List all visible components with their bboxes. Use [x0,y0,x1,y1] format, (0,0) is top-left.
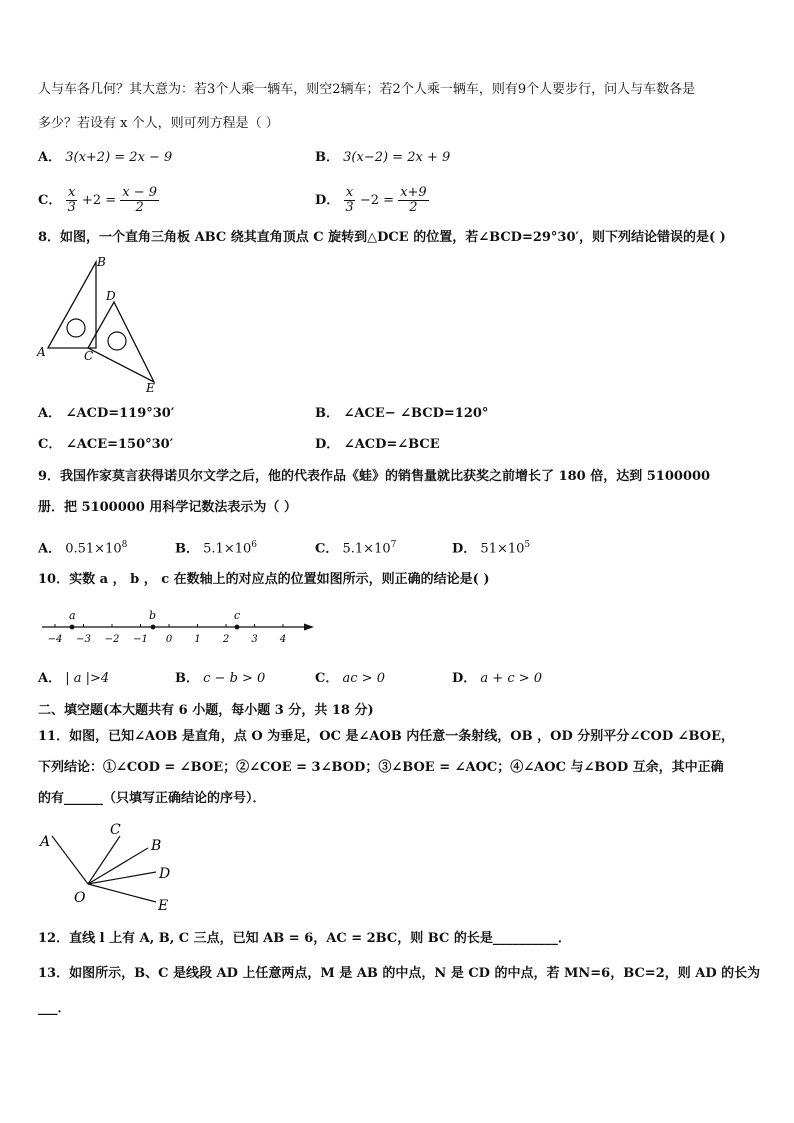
tick-label: −1 [133,634,148,645]
label-d: D [106,289,116,303]
triangle-abc [48,262,96,348]
q10-number-line [38,605,318,647]
fraction: $\frac{x}{3}$ [345,185,354,215]
q10-option-b: B． c − b > 0 [175,671,266,686]
q11-line2: 下列结论：①∠COD = ∠BOE；②∠COE = 3∠BOD；③∠BOE = ∠AOC；④∠AOC 与∠BOD 互余，其中正确 [38,760,724,775]
q9-option-a: A． $0.51\times 10^8$ [38,540,128,557]
q7-option-b [315,148,450,168]
triangle-hole-icon [108,332,126,350]
option-mid: −2 = [359,193,395,208]
q8-option-d: D． ∠ACD=∠BCE [315,437,440,452]
q7-option-d [315,186,429,215]
q7-line1: 人与车各几何？其大意为：若3个人乘一辆车，则空2辆车；若2个人乘一辆车，则有9个人要步行，问人与车数各是 [38,82,696,97]
label-o: O [74,890,86,906]
tick-label: 4 [279,634,287,645]
option-label: D． [315,193,340,208]
label-e: E [146,381,155,395]
q9-line2: 册．把 5100000 用科学记数法表示为（ ） [38,500,297,515]
q10-option-c: C． ac > 0 [315,671,385,686]
ray-oc [88,836,120,884]
q13-line1: 13．如图所示，B、C 是线段 AD 上任意两点，M 是 AB 的中点，N 是 CD 的中点，若 MN=6，BC=2，则 AD 的长为 [38,966,761,981]
q11-line1: 11．如图，已知∠AOB 是直角，点 O 为垂足，OC 是∠AOB 内任意一条射线，OB ，OD 分别平分∠COD ∠BOE， [38,729,734,744]
q11-ray-figure [36,818,186,914]
option-label: B． [315,150,339,165]
point-a-label: a [69,609,76,622]
q9-option-c: C． $5.1\times 10^7$ [315,540,397,557]
tick-label: 0 [165,634,173,645]
tick-label: −2 [104,634,120,645]
q7-option-a [38,148,172,168]
q12-line: 12．直线 l 上有 A, B, C 三点，已知 AB = 6，AC = 2BC，则 BC 的长是__________． [38,931,571,946]
tick-label: 1 [194,634,201,645]
q10-option-d: D． a + c > 0 [452,671,543,686]
fraction: $\frac{x - 9}{2}$ [122,185,158,215]
label-e: E [158,898,169,914]
axis-arrow-icon [304,624,314,631]
option-text: 3(x−2) = 2x + 9 [343,150,451,165]
label-c: C [110,822,121,838]
point-c-label: c [234,609,241,622]
q9-option-d: D． $51\times 10^5$ [452,540,531,557]
label-c: C [84,349,94,363]
point-c [235,625,240,630]
q8-option-a: A． ∠ACD=119°30′ [38,406,175,421]
tick-label: 2 [222,634,230,645]
option-label: C． [38,193,62,208]
option-label: A． [38,150,62,165]
point-b [151,625,156,630]
triangle-dce [88,302,154,382]
label-a: A [40,834,51,850]
label-a: A [37,345,46,359]
option-mid: +2 = [81,193,117,208]
ray-oa [52,836,88,884]
q13-line2: ___． [38,1001,71,1016]
q8-stem: 8．如图，一个直角三角板 ABC 绕其直角顶点 C 旋转到△DCE 的位置，若∠BCD=29°30′，则下列结论错误的是( ) [38,230,726,245]
point-b-label: b [149,609,157,622]
ray-oe [88,884,156,902]
q7-option-c [38,186,159,215]
q10-option-a: A． | a |>4 [38,671,110,686]
q9-option-b: B． $5.1\times 10^6$ [175,540,257,557]
label-b: B [97,255,106,269]
triangle-hole-icon [67,319,85,337]
fraction: $\frac{x}{3}$ [67,185,76,215]
tick-label: −3 [76,634,91,645]
label-b: B [151,838,162,854]
label-d: D [159,866,171,882]
q10-stem: 10．实数 a ， b ， c 在数轴上的对应点的位置如图所示，则正确的结论是( ) [38,572,490,587]
option-text: 3(x+2) = 2x − 9 [65,150,173,165]
q7-line2: 多少？若设有 x 个人，则可列方程是（ ） [38,116,279,131]
q8-option-c: C． ∠ACE=150°30′ [38,437,174,452]
point-a [70,625,75,630]
q11-line3: 的有______（只填写正确结论的序号）． [38,791,266,806]
q8-triangle-figure [34,252,174,397]
q9-line1: 9．我国作家莫言获得诺贝尔文学之后，他的代表作品《蛙》的销售量就比获奖之前增长了 180 倍，达到 5100000 [38,469,711,484]
fraction: $\frac{x+9}{2}$ [400,185,427,215]
tick-label: −4 [47,634,63,645]
q8-option-b: B． ∠ACE− ∠BCD=120° [315,406,489,421]
tick-label: 3 [251,634,258,645]
section-title: 二、填空题(本大题共有 6 小题，每小题 3 分，共 18 分) [38,703,374,718]
